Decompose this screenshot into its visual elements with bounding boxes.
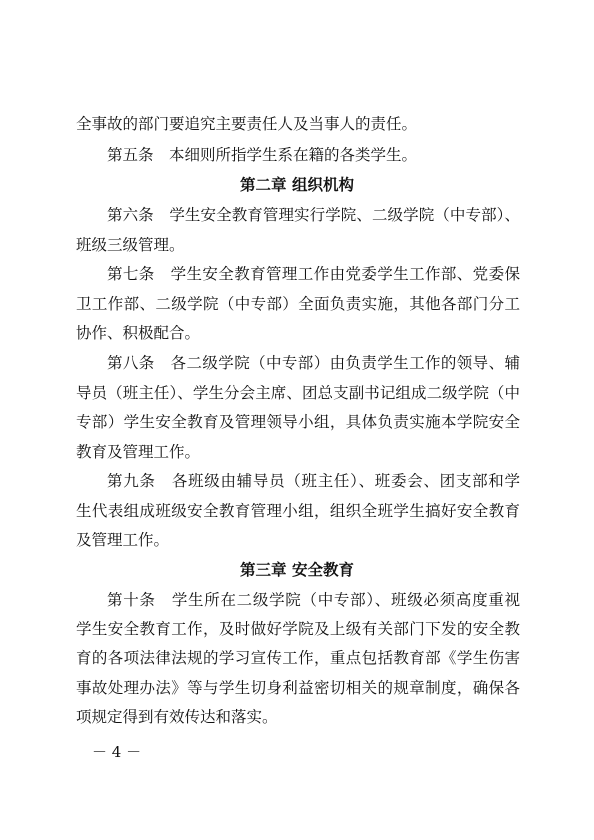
article-6-line: 班级三级管理。 [76, 236, 185, 254]
article-7-line: 协作、积极配合。 [76, 324, 201, 342]
article-8-line: 专部）学生安全教育及管理领导小组，具体负责实施本学院安全 [76, 413, 520, 431]
article-8-line: 第八条 各二级学院（中专部）由负责学生工作的领导、辅 [107, 354, 520, 372]
page-number: － 4 － [92, 743, 142, 761]
article-10-line: 事故处理办法》等与学生切身利益密切相关的规章制度，确保各 [76, 679, 520, 697]
chapter-2-heading: 第二章 组织机构 [240, 176, 354, 194]
article-8-line: 导员（班主任）、学生分会主席、团总支副书记组成二级学院（中 [76, 384, 520, 402]
article-10-line: 学生安全教育工作，及时做好学院及上级有关部门下发的安全教 [76, 620, 520, 638]
article-7-line: 卫工作部、二级学院（中专部）全面负责实施，其他各部门分工 [76, 295, 520, 313]
paragraph-line: 全事故的部门要追究主要责任人及当事人的责任。 [76, 115, 418, 133]
article-10-line: 育的各项法律法规的学习宣传工作，重点包括教育部《学生伤害 [76, 649, 520, 667]
article-9-line: 生代表组成班级安全教育管理小组，组织全班学生搞好安全教育 [76, 502, 520, 520]
article-6-line: 第六条 学生安全教育管理实行学院、二级学院（中专部）、 [107, 206, 520, 224]
article-8-line: 教育及管理工作。 [76, 443, 201, 461]
chapter-3-heading: 第三章 安全教育 [240, 561, 354, 579]
article-10-line: 项规定得到有效传达和落实。 [76, 708, 278, 726]
article-5: 第五条 本细则所指学生系在籍的各类学生。 [107, 146, 418, 164]
article-9-line: 第九条 各班级由辅导员（班主任）、班委会、团支部和学 [107, 472, 520, 490]
article-9-line: 及管理工作。 [76, 531, 170, 549]
article-7-line: 第七条 学生安全教育管理工作由党委学生工作部、党委保 [107, 265, 520, 283]
article-10-line: 第十条 学生所在二级学院（中专部）、班级必须高度重视 [107, 591, 520, 609]
